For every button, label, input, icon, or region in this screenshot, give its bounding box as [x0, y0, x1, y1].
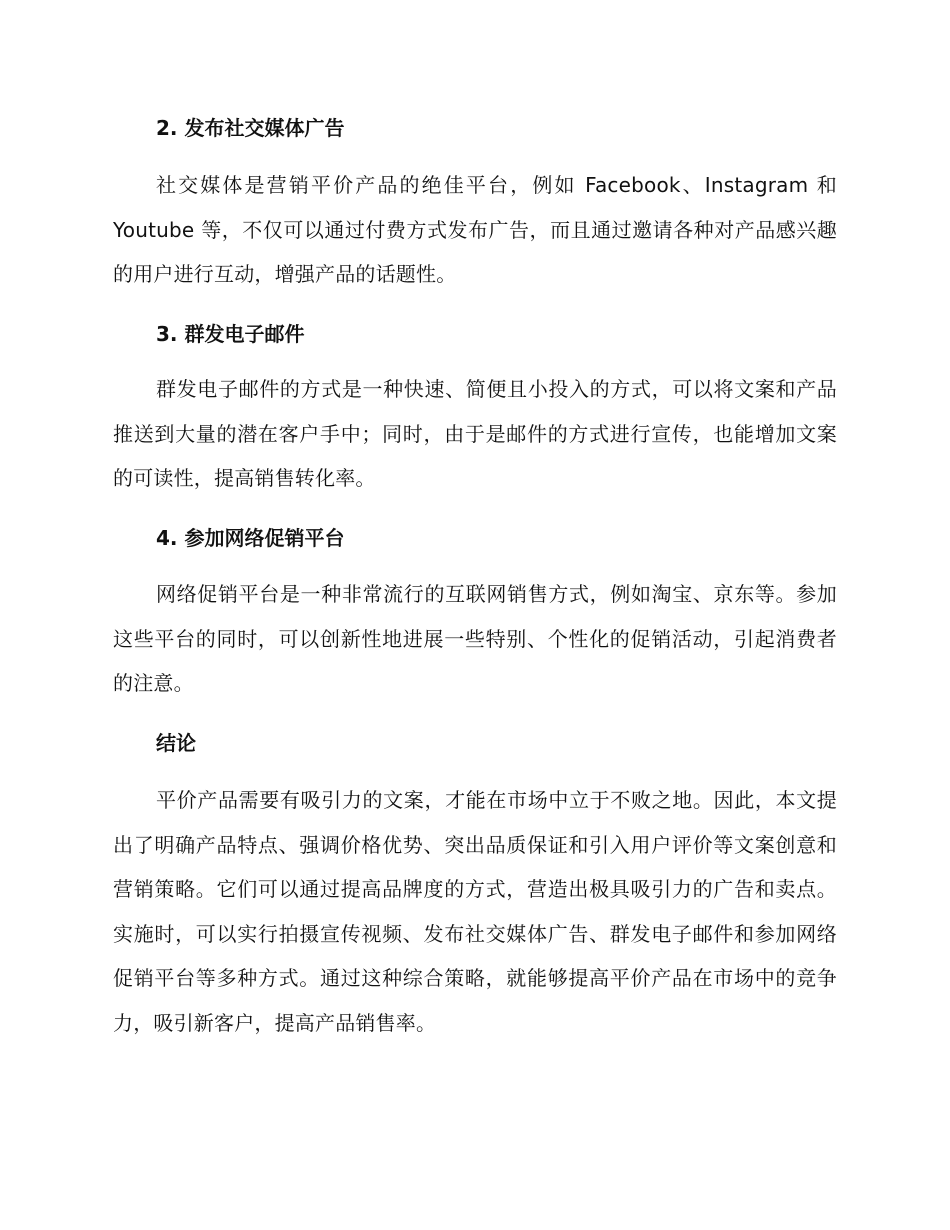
paragraph-conclusion: 平价产品需要有吸引力的文案，才能在市场中立于不败之地。因此，本文提出了明确产品特点、强调价格优势、突出品质保证和引入用户评价等文案创意和营销策略。它们可以通过提高品牌度的方式，营造出极具吸引力的广告和卖点。实施时，可以实行拍摄宣传视频、发布社交媒体广告、群发电子邮件和参加网络促销平台等多种方式。通过这种综合策略，就能够提高平价产品在市场中的竞争力，吸引新客户，提高产品销售率。 — [113, 788, 837, 1035]
section-heading-conclusion: 结论 — [156, 731, 196, 755]
paragraph-online-promotion: 网络促销平台是一种非常流行的互联网销售方式，例如淘宝、京东等。参加这些平台的同时，可以创新性地进展一些特别、个性化的促销活动，引起消费者的注意。 — [113, 582, 837, 696]
section-body-mass-email — [113, 367, 837, 501]
section-body-online-promotion — [113, 572, 837, 706]
section-body-social-media-ads — [113, 163, 837, 297]
section-heading-mass-email: 3. 群发电子邮件 — [156, 322, 305, 346]
paragraph-social-media-ads: 社交媒体是营销平价产品的绝佳平台，例如 Facebook、Instagram 和 Youtube 等，不仅可以通过付费方式发布广告，而且通过邀请各种对产品感兴趣的用户进行互动，增强产品的话题性。 — [113, 173, 837, 287]
section-heading-social-media-ads: 2. 发布社交媒体广告 — [156, 116, 345, 140]
section-body-conclusion — [113, 778, 837, 1046]
paragraph-mass-email: 群发电子邮件的方式是一种快速、简便且小投入的方式，可以将文案和产品推送到大量的潜在客户手中；同时，由于是邮件的方式进行宣传，也能增加文案的可读性，提高销售转化率。 — [113, 377, 837, 491]
section-heading-online-promotion: 4. 参加网络促销平台 — [156, 526, 345, 550]
